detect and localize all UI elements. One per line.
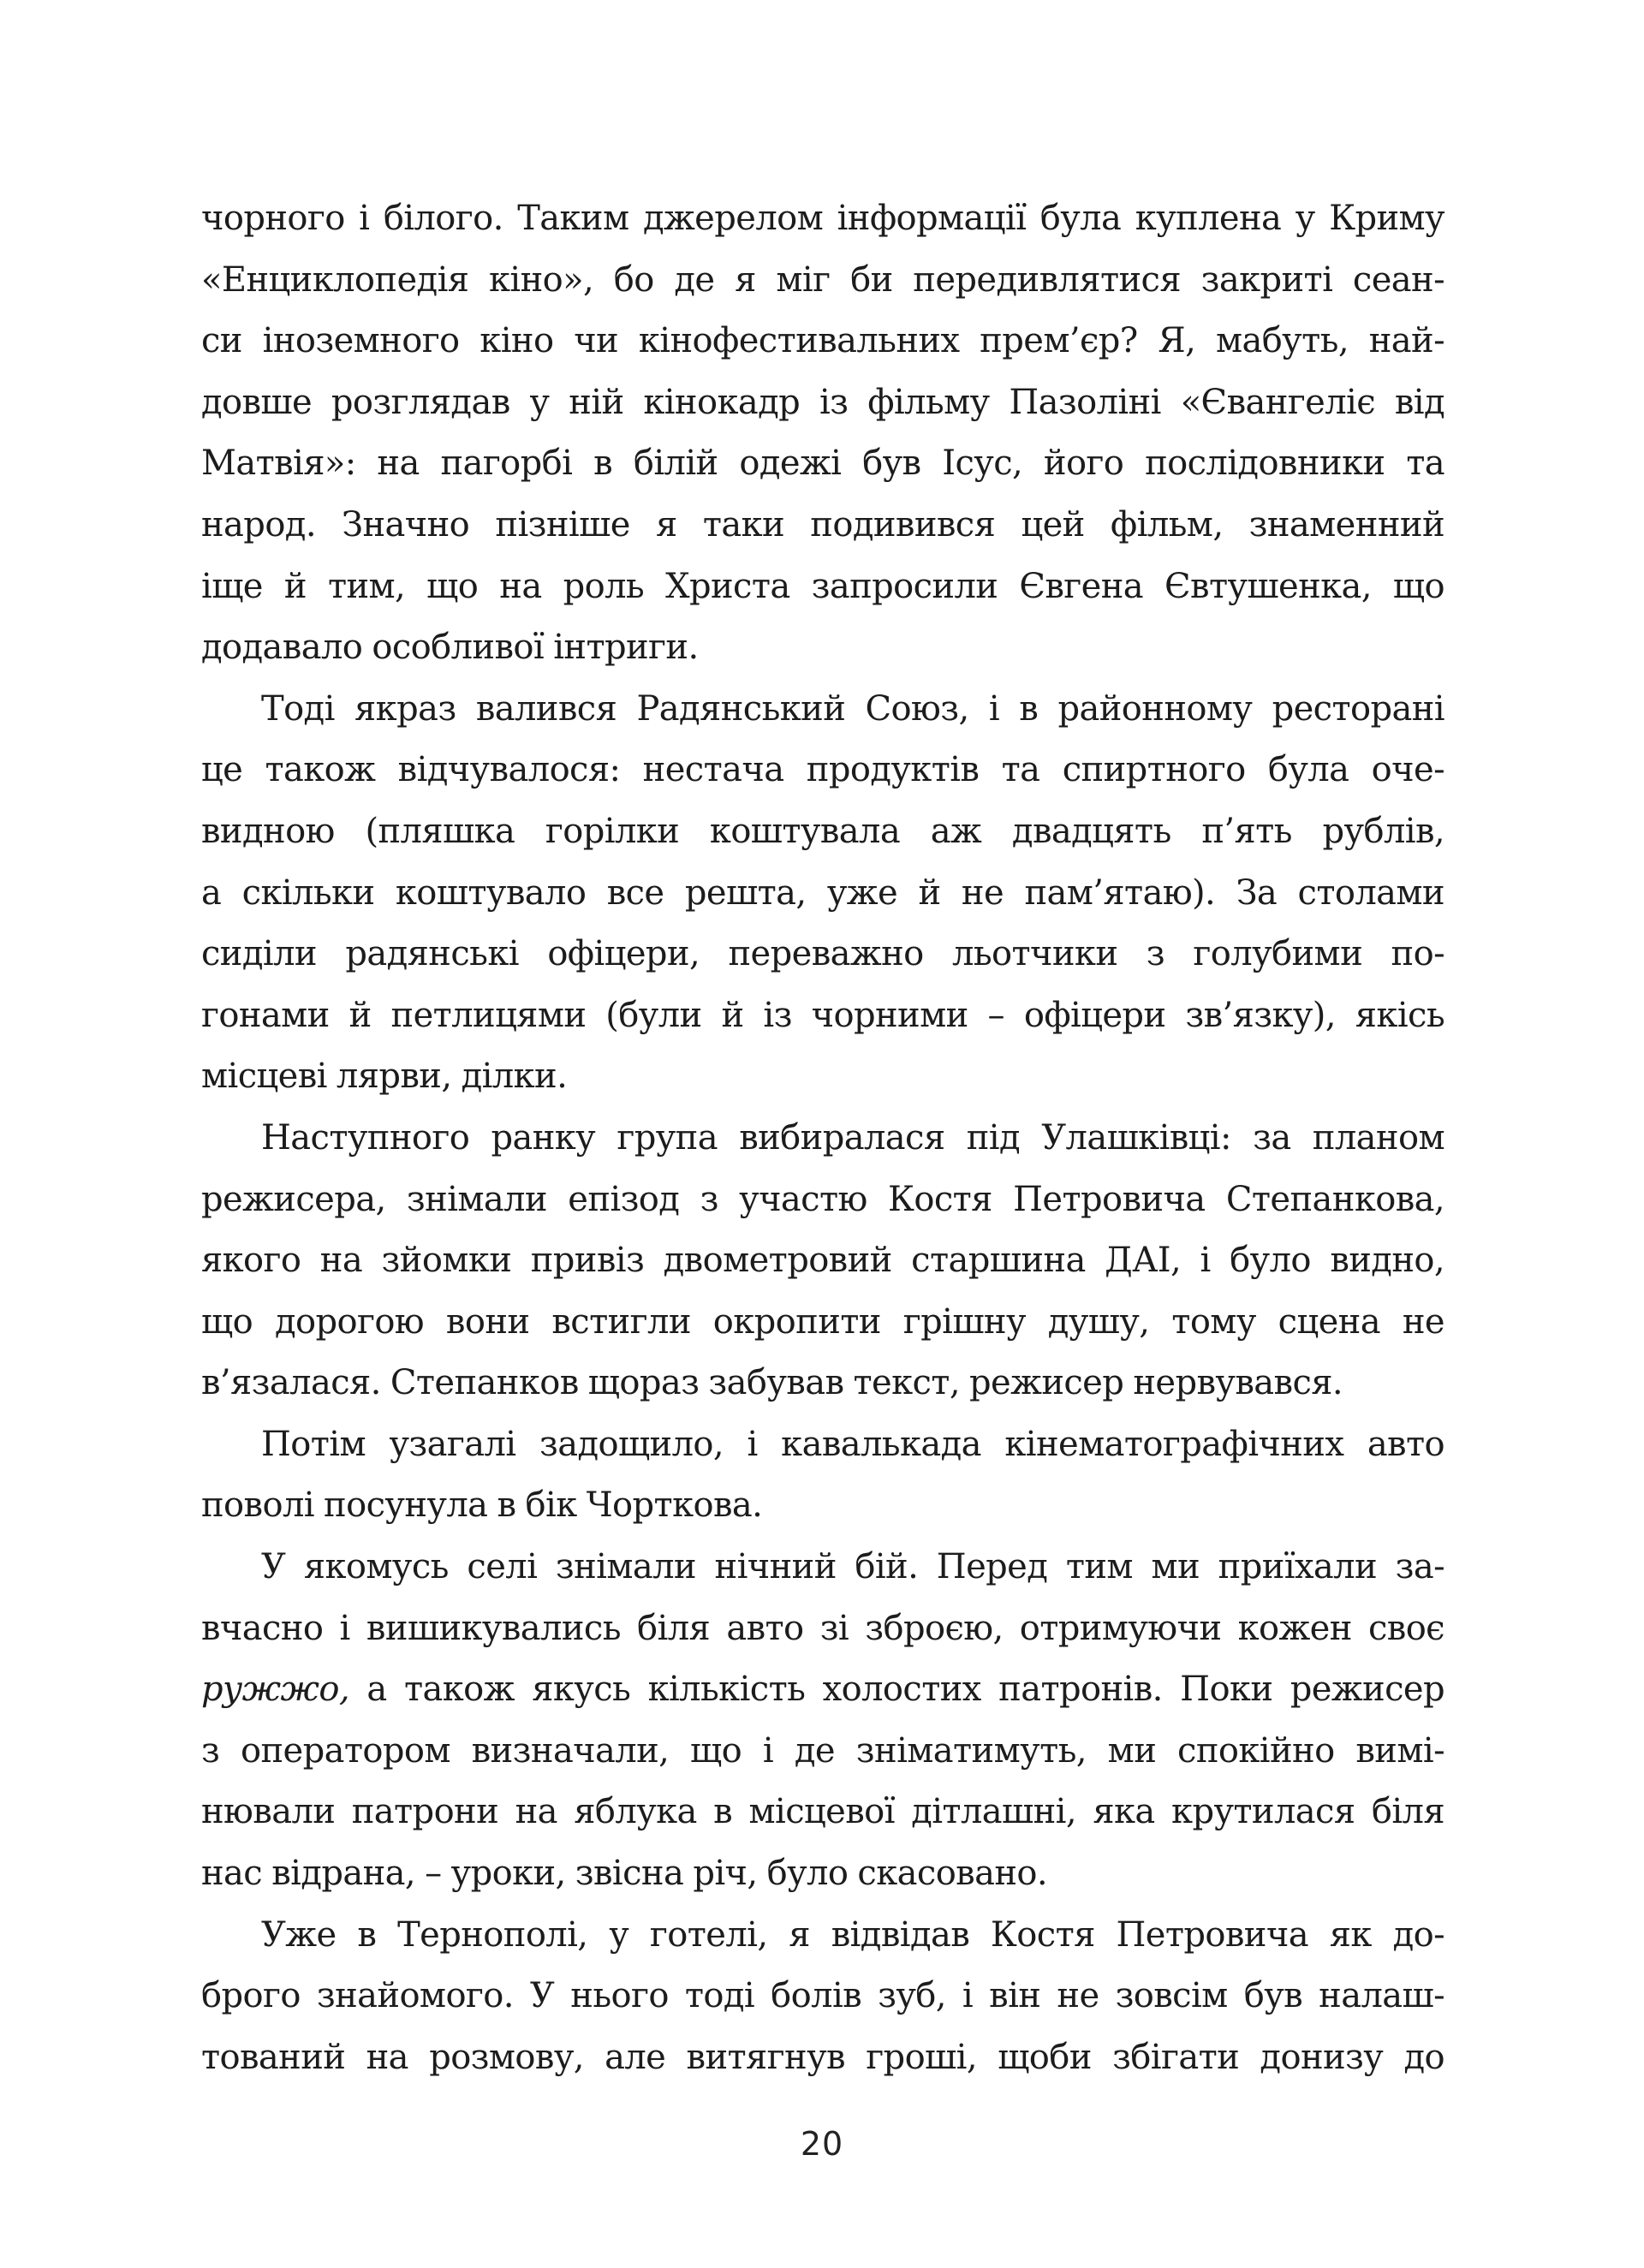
paragraph-first-line: Потім узагалі задощило, і кавалькада кінематографічних авто bbox=[261, 1424, 1444, 1464]
text-line: «Енциклопедія кіно», бо де я міг би передивлятися закриті сеан- bbox=[201, 259, 1444, 300]
text-line: нювали патрони на яблука в місцевої дітлашні, яка крутилася біля bbox=[201, 1792, 1444, 1832]
text-line: чорного і білого. Таким джерелом інформації була куплена у Криму bbox=[201, 199, 1444, 238]
text-line: си іноземного кіно чи кінофестивальних прем’єр? Я, мабуть, най- bbox=[201, 321, 1444, 361]
text-line: місцеві лярви, ділки. bbox=[201, 1057, 568, 1097]
paragraph-first-line: Тоді якраз валився Радянський Союз, і в районному ресторані bbox=[261, 688, 1444, 729]
text-line: народ. Значно пізніше я таки подивився цей фільм, знаменний bbox=[201, 504, 1444, 545]
text-line bbox=[201, 1659, 1444, 1721]
text-line: якого на зйомки привіз двометровий старшина ДАІ, і було видно, bbox=[201, 1241, 1444, 1281]
text-line: нас відрана, – уроки, звісна річ, було скасовано. bbox=[201, 1854, 1047, 1894]
page-number: 20 bbox=[800, 2125, 844, 2163]
text-line: видною (пляшка горілки коштувала аж двадцять п’ять рублів, bbox=[201, 811, 1444, 851]
text-line: іще й тим, що на роль Христа запросили Євгена Євтушенка, що bbox=[201, 566, 1444, 606]
text-span: а також якусь кількість холостих патронів. Поки режисер bbox=[348, 1670, 1444, 1710]
text-line: поволі посунула в бік Чорткова. bbox=[201, 1485, 763, 1526]
italic-word: ружжо, bbox=[201, 1670, 349, 1710]
text-line: в’язалася. Степанков щораз забував текст, режисер нервувався. bbox=[201, 1363, 1343, 1403]
text-line: з оператором визначали, що і де зніматимуть, ми спокійно вимі- bbox=[201, 1730, 1444, 1771]
text-line: сиділи радянські офіцери, переважно льотчики з голубими по- bbox=[201, 934, 1444, 974]
paragraph-first-line: Наступного ранку група вибиралася під Улашківці: за планом bbox=[261, 1117, 1444, 1158]
text-line: що дорогою вони встигли окропити грішну душу, тому сцена не bbox=[201, 1301, 1444, 1342]
text-line: це також відчувалося: нестача продуктів та спиртного була оче- bbox=[201, 750, 1444, 790]
text-line: довше розглядав у ній кінокадр із фільму Пазоліні «Євангеліє від bbox=[201, 382, 1444, 422]
text-line: Матвія»: на пагорбі в білій одежі був Ісус, його послідовники та bbox=[201, 443, 1444, 484]
paragraph-first-line: У якомусь селі знімали нічний бій. Перед тим ми приїхали за- bbox=[261, 1547, 1444, 1587]
text-line: тований на розмову, але витягнув гроші, щоби збігати донизу до bbox=[201, 2037, 1444, 2077]
text-line: гонами й петлицями (були й із чорними – офіцери зв’язку), якісь bbox=[201, 995, 1444, 1035]
body-text bbox=[201, 188, 1444, 2088]
text-line: режисера, знімали епізод з участю Костя Петровича Степанкова, bbox=[201, 1179, 1444, 1219]
text-line: брого знайомого. У нього тоді болів зуб, і він не зовсім був налаш- bbox=[201, 1976, 1444, 2016]
text-line: вчасно і вишикувались біля авто зі зброєю, отримуючи кожен своє bbox=[201, 1608, 1444, 1648]
text-line: а скільки коштувало все решта, уже й не пам’ятаю). За столами bbox=[201, 872, 1444, 913]
text-line: додавало особливої інтриги. bbox=[201, 628, 699, 668]
paragraph-first-line: Уже в Тернополі, у готелі, я відвідав Костя Петровича як до- bbox=[261, 1914, 1444, 1955]
